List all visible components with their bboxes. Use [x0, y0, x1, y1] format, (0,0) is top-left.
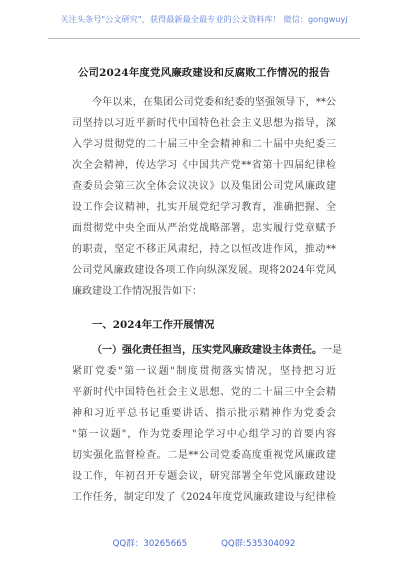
paragraph-line: 设工作，年初召开专题会议，研究部署全年党风廉政建设: [72, 471, 336, 482]
footer-qq-group-1: QQ群：30265665: [112, 539, 188, 549]
paragraph-line: 入学习贯彻党的二十届三中全会精神和二十届中央纪委三: [72, 139, 336, 150]
paragraph-line: 紧盯党委"第一议题"制度贯彻落实情况，坚持把习近: [72, 366, 336, 377]
paragraph-line: 设工作会议精神，扎实开展党纪学习教育，准确把握、全: [72, 202, 336, 213]
document-title: 公司2024年度党风廉政建设和反腐败工作情况的报告: [77, 67, 331, 79]
paragraph-line: 次全会精神，传达学习《中国共产党**省第十四届纪律检: [72, 160, 336, 171]
paragraph-line: 平新时代中国特色社会主义思想、党的二十届三中全会精: [72, 387, 336, 398]
subsection-heading: （一）强化责任担当，压实党风廉政建设主体责任。: [92, 345, 322, 356]
paragraph-line: 工作任务，制定印发了《2024年度党风廉政建设与纪律检: [72, 492, 336, 503]
paragraph-line: "第一议题"，作为党委理论学习中心组学习的首要内容: [72, 429, 336, 440]
header-banner: 关注头条号"公文研究"，获得最新最全最专业的公文资料库！ 微信：gongwuyj: [60, 14, 348, 24]
footer-qq-group-2: QQ群:535304092: [221, 539, 296, 549]
paragraph-line: 今年以来，在集团公司党委和纪委的坚强领导下，**公: [92, 97, 336, 108]
paragraph-line: 切实强化监督检查。二是**公司党委高度重视党风廉政建: [72, 450, 336, 461]
paragraph-line: 司坚持以习近平新时代中国特色社会主义思想为指导，深: [72, 118, 336, 129]
paragraph-line: 廉政建设工作情况报告如下：: [72, 286, 202, 297]
paragraph-line: 神和习近平总书记重要讲话、指示批示精神作为党委会: [72, 408, 336, 419]
paragraph-line: 公司党风廉政建设各项工作向纵深发展。现将2024年党风: [72, 265, 336, 276]
subsection-first-line: [92, 344, 342, 358]
header-divider: [48, 38, 360, 39]
section-heading: 一、2024年工作开展情况: [92, 319, 215, 331]
paragraph-line: 查委员会第三次全体会议决议》以及集团公司党风廉政建: [72, 181, 336, 192]
subsection-first-line-tail: 一是: [322, 345, 342, 356]
paragraph-line: 的职责，坚定不移正风肃纪，持之以恒改进作风，推动**: [72, 244, 336, 255]
footer-contacts: [0, 537, 408, 549]
paragraph-line: 面贯彻党中央全面从严治党战略部署，忠实履行党章赋予: [72, 223, 336, 234]
